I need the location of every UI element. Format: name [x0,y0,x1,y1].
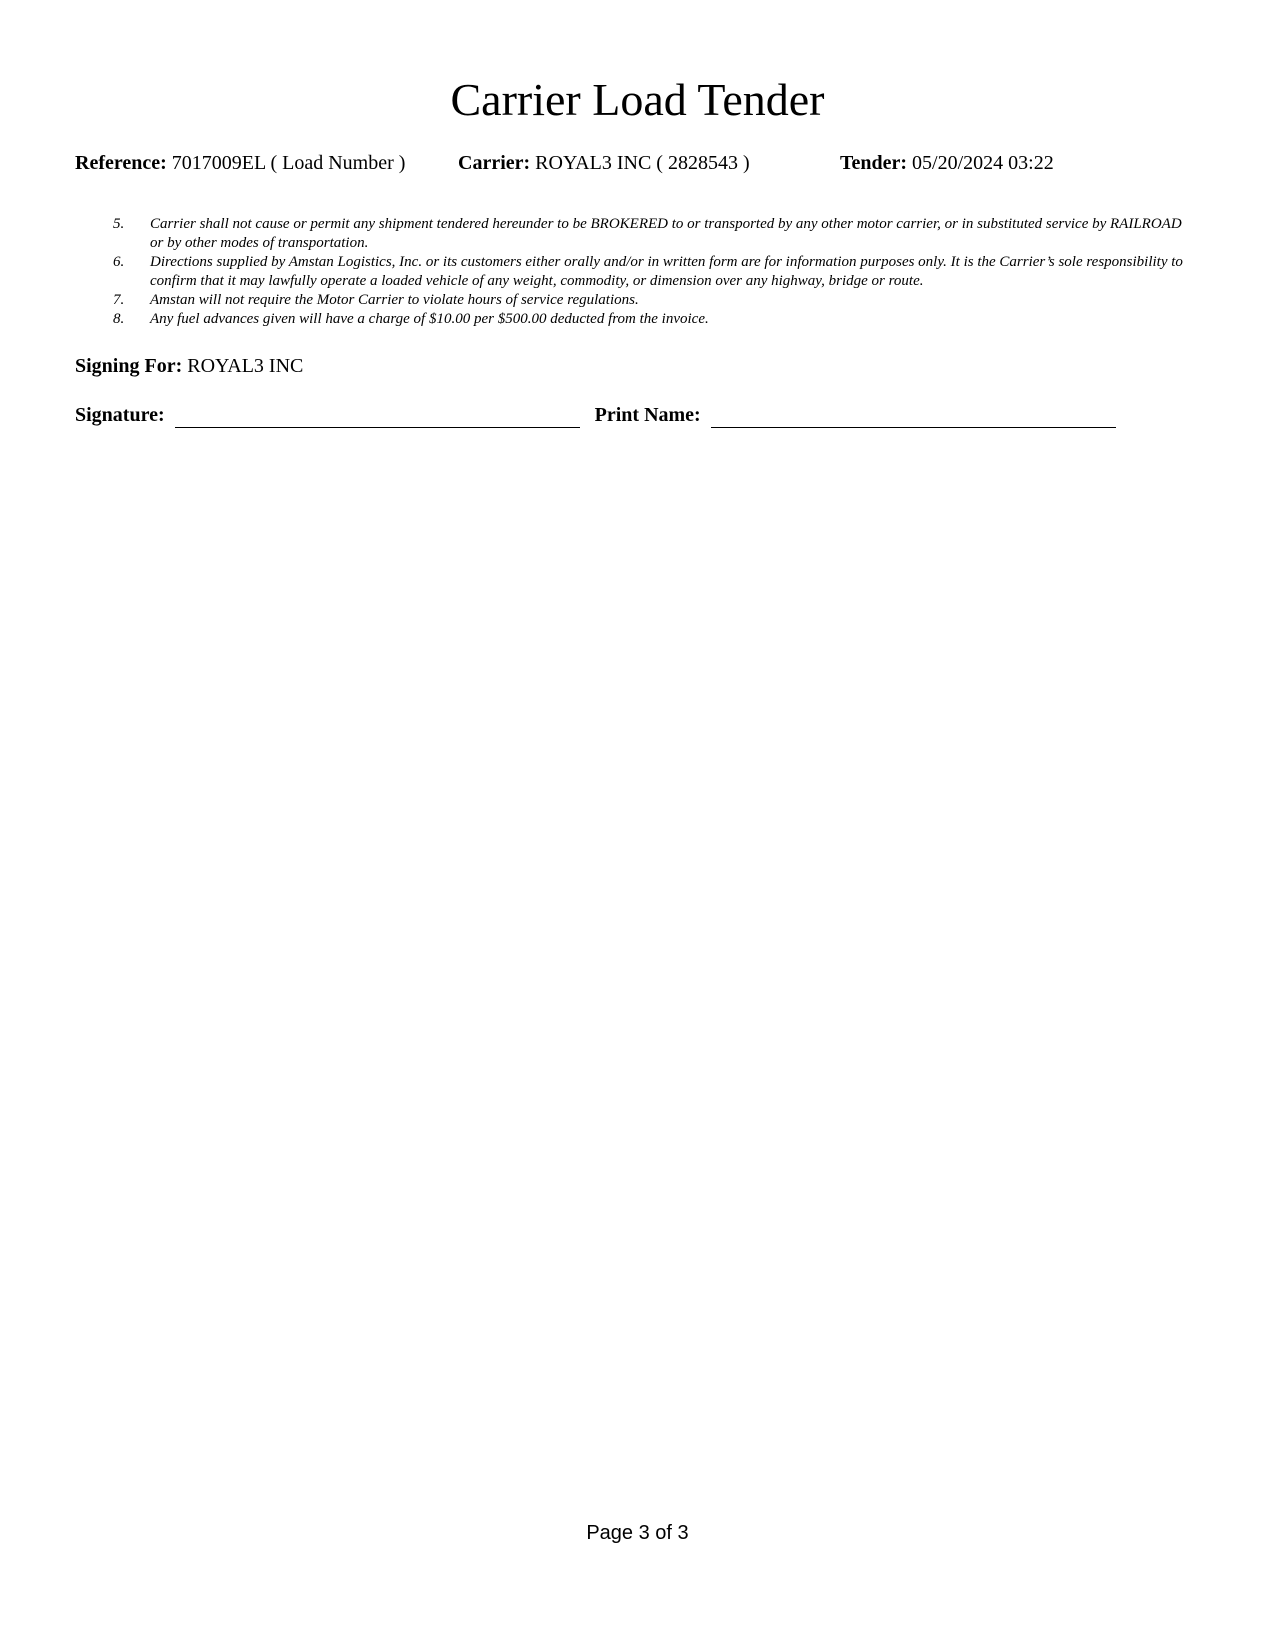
term-item [108,291,1198,310]
tender-field [840,150,1054,176]
signature-row [75,402,1116,428]
term-item [108,253,1198,291]
print-name-label: Print Name: [594,404,701,426]
reference-value: 7017009EL ( Load Number ) [171,152,406,174]
term-number: 5. [113,216,125,232]
term-number: 8. [113,311,125,327]
term-text: Carrier shall not cause or permit any shipment tendered hereunder to be BROKERED to or transported by any other motor carrier, or in substituted service by RAILROAD or by other modes of transportation. [150,216,1182,251]
term-text: Any fuel advances given will have a charge of $10.00 per $500.00 deducted from the invoice. [150,311,709,327]
signing-for [75,353,303,379]
signature-label: Signature: [75,404,165,426]
term-item [108,310,1198,329]
term-number: 7. [113,292,125,308]
tender-label: Tender: [840,152,908,174]
carrier-value: ROYAL3 INC ( 2828543 ) [535,152,750,174]
carrier-label: Carrier: [458,152,531,174]
reference-label: Reference: [75,152,167,174]
signing-for-label: Signing For: [75,355,183,377]
term-item [108,215,1198,253]
tender-value: 05/20/2024 03:22 [912,152,1054,174]
term-text: Amstan will not require the Motor Carrier to violate hours of service regulations. [150,292,639,308]
carrier-field [458,150,750,176]
signature-line[interactable] [175,405,580,428]
document-title: Carrier Load Tender [450,74,825,125]
term-number: 6. [113,254,125,270]
terms-list [108,215,1198,329]
term-text: Directions supplied by Amstan Logistics, Inc. or its customers either orally and/or in written form are for information purposes only. It is the Carrier’s sole responsibility to confirm that it may lawfully operate a loaded vehicle of any weight, commodity, or dimension over any highway, bridge or route. [150,254,1183,289]
page-number: Page 3 of 3 [586,1522,689,1544]
reference-field [75,150,405,176]
print-name-line[interactable] [711,405,1116,428]
signing-for-value: ROYAL3 INC [187,355,304,377]
